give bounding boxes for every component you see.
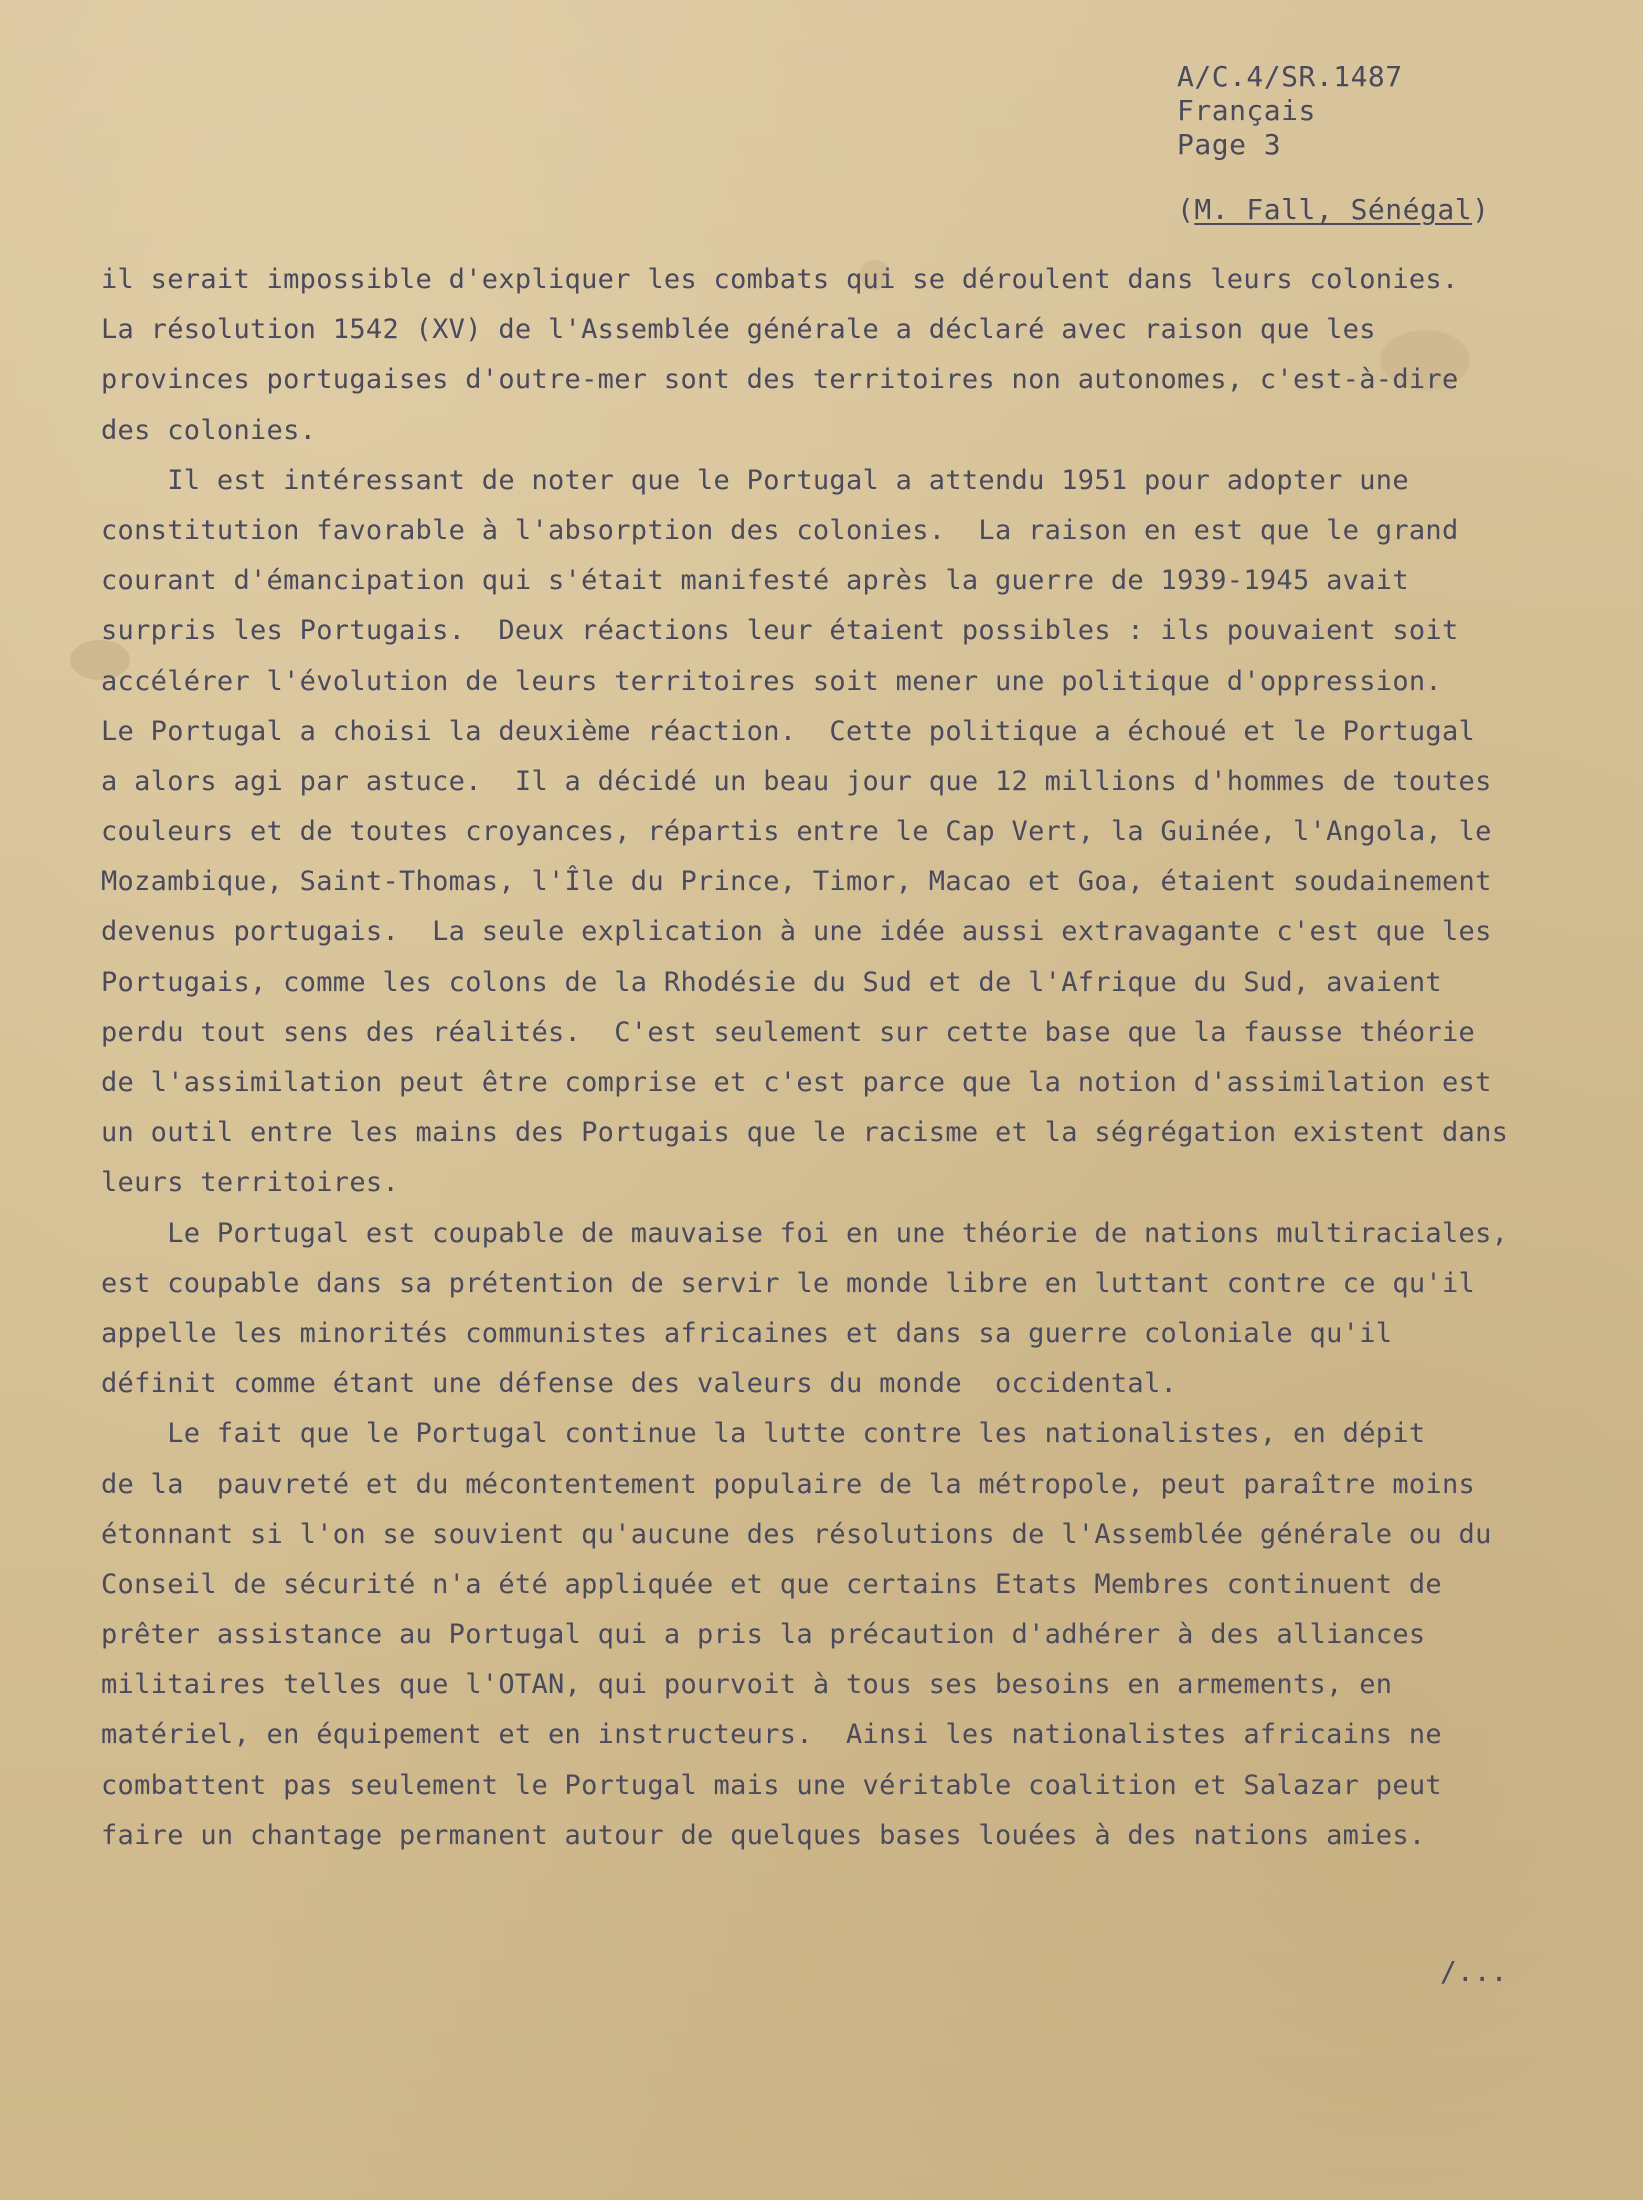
paragraph xyxy=(101,255,1521,456)
paragraph xyxy=(101,456,1521,1209)
text-line: Le fait que le Portugal continue la lutte contre les nationalistes, en dépit xyxy=(101,1418,1426,1450)
paragraph xyxy=(101,1409,1521,1861)
text-line: appelle les minorités communistes africaines et dans sa guerre coloniale qu'il xyxy=(101,1317,1393,1349)
text-line: de la pauvreté et du mécontentement populaire de la métropole, peut paraître moins xyxy=(101,1468,1476,1500)
text-line: Le Portugal a choisi la deuxième réaction. Cette politique a échoué et le Portugal xyxy=(101,715,1476,747)
page-number: Page 3 xyxy=(1177,128,1282,161)
continuation-marker: /... xyxy=(1440,1955,1508,1988)
text-line: combattent pas seulement le Portugal mais une véritable coalition et Salazar peut xyxy=(101,1769,1442,1801)
text-line: prêter assistance au Portugal qui a pris la précaution d'adhérer à des alliances xyxy=(101,1619,1426,1651)
text-line: constitution favorable à l'absorption des colonies. La raison en est que le grand xyxy=(101,514,1459,546)
speaker-name: M. Fall, Sénégal xyxy=(1194,193,1473,226)
text-line: accélérer l'évolution de leurs territoires soit mener une politique d'oppression. xyxy=(101,665,1442,697)
text-line: de l'assimilation peut être comprise et c'est parce que la notion d'assimilation est xyxy=(101,1067,1492,1098)
text-line: Il est intéressant de noter que le Portugal a attendu 1951 pour adopter une xyxy=(101,464,1409,496)
text-line: leurs territoires. xyxy=(101,1167,399,1199)
text-line: Le Portugal est coupable de mauvaise foi en une théorie de nations multiraciales, xyxy=(101,1217,1509,1249)
text-line: des colonies. xyxy=(101,414,317,446)
text-line: couleurs et de toutes croyances, répartis entre le Cap Vert, la Guinée, l'Angola, le xyxy=(101,816,1492,848)
speaker-attribution: (M. Fall, Sénégal) xyxy=(1177,193,1490,226)
text-line: définit comme étant une défense des valeurs du monde occidental. xyxy=(101,1368,1178,1400)
text-line: Mozambique, Saint-Thomas, l'Île du Prince, Timor, Macao et Goa, étaient soudainement xyxy=(101,866,1492,898)
text-line: il serait impossible d'expliquer les combats qui se déroulent dans leurs colonies. xyxy=(101,264,1459,295)
text-line: provinces portugaises d'outre-mer sont des territoires non autonomes, c'est-à-dire xyxy=(101,364,1459,396)
text-line: surpris les Portugais. Deux réactions leur étaient possibles : ils pouvaient soit xyxy=(101,615,1459,647)
text-line: Conseil de sécurité n'a été appliquée et que certains Etats Membres continuent de xyxy=(101,1568,1442,1600)
text-line: matériel, en équipement et en instructeurs. Ainsi les nationalistes africains ne xyxy=(101,1719,1442,1751)
text-line: étonnant si l'on se souvient qu'aucune des résolutions de l'Assemblée générale ou du xyxy=(101,1518,1492,1550)
text-line: devenus portugais. La seule explication à une idée aussi extravagante c'est que les xyxy=(101,916,1492,948)
text-line: perdu tout sens des réalités. C'est seulement sur cette base que la fausse théorie xyxy=(101,1016,1476,1048)
text-line: un outil entre les mains des Portugais que le racisme et la ségrégation existent dans xyxy=(101,1117,1509,1149)
text-line: militaires telles que l'OTAN, qui pourvoit à tous ses besoins en armements, en xyxy=(101,1669,1393,1701)
document-header xyxy=(1177,60,1597,162)
text-line: a alors agi par astuce. Il a décidé un beau jour que 12 millions d'hommes de toutes xyxy=(101,765,1492,797)
document-symbol: A/C.4/SR.1487 xyxy=(1177,60,1403,93)
text-line: courant d'émancipation qui s'était manifesté après la guerre de 1939-1945 avait xyxy=(101,565,1409,597)
document-language: Français xyxy=(1177,94,1316,127)
document-body xyxy=(101,255,1521,1861)
text-line: est coupable dans sa prétention de servir le monde libre en luttant contre ce qu'il xyxy=(101,1267,1476,1299)
paragraph xyxy=(101,1209,1521,1410)
text-line: Portugais, comme les colons de la Rhodésie du Sud et de l'Afrique du Sud, avaient xyxy=(101,966,1442,998)
text-line: La résolution 1542 (XV) de l'Assemblée générale a déclaré avec raison que les xyxy=(101,314,1376,346)
text-line: faire un chantage permanent autour de quelques bases louées à des nations amies. xyxy=(101,1819,1426,1851)
